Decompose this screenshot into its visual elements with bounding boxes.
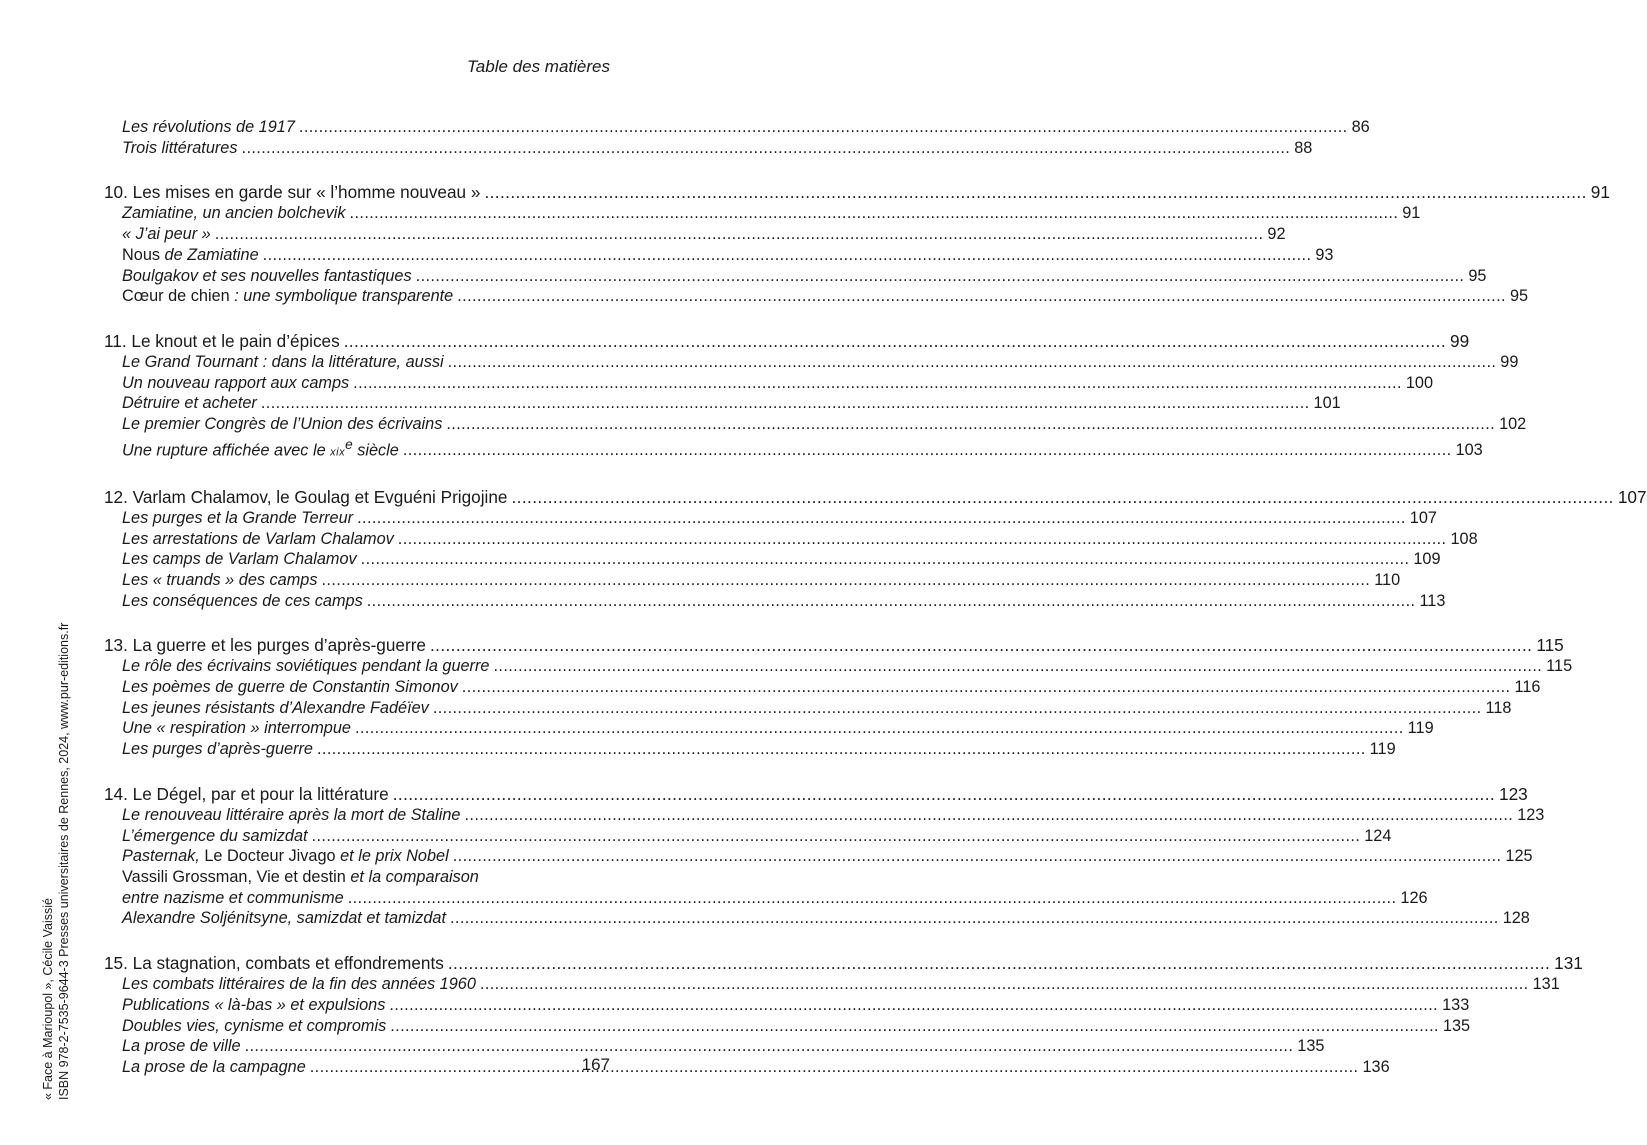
toc-chapter-title: 13. La guerre et les purges d’après-guerre (104, 635, 426, 656)
dot-leader (361, 549, 1410, 570)
toc-entry-title: Les conséquences de ces camps (122, 591, 363, 610)
toc-entry-page: 99 (1500, 352, 1519, 371)
toc-section-ch10 (104, 181, 1610, 307)
toc-chapter-page: 91 (1590, 182, 1610, 203)
toc-entry[interactable] (104, 1016, 1471, 1037)
toc-section-ch12 (104, 486, 1647, 612)
toc-section-ch15 (104, 952, 1583, 1078)
dot-leader (403, 440, 1452, 461)
toc-entry-title (122, 286, 453, 307)
toc-entry-title-part: Cœur de chien (122, 287, 230, 306)
toc-entry-title (122, 435, 399, 463)
dot-leader (493, 656, 1542, 677)
toc-section-ch14 (104, 783, 1545, 929)
toc-entry-title-part: et la comparaison (345, 868, 479, 886)
toc-entry-title: Le Grand Tournant : dans la littérature, aussi (122, 352, 444, 371)
toc-entry-page: 109 (1413, 550, 1441, 569)
dot-leader (389, 995, 1438, 1016)
toc-chapter[interactable] (104, 181, 1610, 203)
toc-entry-page: 102 (1499, 415, 1527, 434)
toc-entry-title: La prose de ville (122, 1037, 241, 1056)
toc-entry[interactable] (104, 266, 1487, 287)
toc-entry-page: 92 (1267, 225, 1286, 244)
toc-entry[interactable] (104, 508, 1437, 529)
toc-entry-title: Les révolutions de 1917 (122, 118, 295, 136)
toc-chapter-page: 123 (1499, 783, 1528, 804)
toc-chapter-title: 10. Les mises en garde sur « l’homme nouveau » (104, 182, 481, 203)
toc-entry-page: 135 (1442, 1016, 1471, 1035)
toc-entry[interactable] (104, 138, 1313, 159)
toc-chapter[interactable] (104, 634, 1564, 656)
toc-entry-page: 125 (1505, 847, 1533, 866)
toc-entry-page: 103 (1455, 441, 1483, 460)
toc-entry-page: 108 (1450, 529, 1478, 548)
dot-leader (433, 698, 1482, 719)
toc-entry-page: 126 (1400, 888, 1428, 907)
toc-entry-page: 113 (1419, 591, 1446, 610)
dot-leader (317, 739, 1366, 760)
toc-entry-title: Les combats littéraires de la fin des années 1960 (122, 975, 476, 994)
toc-entry-page: 116 (1514, 678, 1541, 697)
toc-entry[interactable] (104, 656, 1573, 677)
toc-entry-multiline-head[interactable] (104, 867, 610, 888)
dot-leader (310, 1057, 1359, 1078)
toc-entry-title: Publications « là-bas » et expulsions (122, 995, 386, 1014)
toc-entry-title: Les jeunes résistants d’Alexandre Fadéïev (122, 698, 429, 717)
toc-entry[interactable] (104, 739, 1396, 760)
toc-entry[interactable] (104, 995, 1470, 1016)
toc-chapter[interactable] (104, 952, 1583, 974)
toc-entry[interactable] (104, 974, 1560, 995)
toc-entry[interactable] (104, 393, 1341, 414)
toc-entry-page: 95 (1509, 287, 1529, 306)
toc-entry-page: 133 (1442, 995, 1470, 1014)
toc-chapter-title: 15. La stagnation, combats et effondrements (104, 953, 444, 974)
toc-entry-title: Les « truands » des camps (122, 570, 318, 589)
toc-entry-title (122, 846, 449, 867)
toc-entry[interactable] (104, 1057, 1390, 1078)
dot-leader (242, 138, 1291, 159)
toc-entry-title: Zamiatine, un ancien bolchevik (122, 204, 346, 223)
toc-entry[interactable] (104, 677, 1541, 698)
toc-entry[interactable] (104, 352, 1519, 373)
toc-entry-title-part: : une symbolique transparente (229, 287, 454, 306)
toc-entry[interactable] (104, 908, 1530, 929)
toc-entry[interactable] (104, 805, 1545, 826)
toc-entry-title: Les purges et la Grande Terreur (122, 508, 354, 527)
dot-leader (480, 974, 1529, 995)
toc-entry[interactable] (104, 888, 1428, 909)
toc-entry[interactable] (104, 286, 1529, 307)
credit-line: ISBN 978-2-7535-9644-3 Presses universitaires de Rennes, 2024, www.pur-editions.fr (57, 622, 71, 1100)
toc-entry-title-part: Le Docteur Jivago (204, 847, 336, 866)
dot-leader (357, 508, 1406, 529)
toc-entry[interactable] (104, 1036, 1325, 1057)
toc-entry-title-part: Vassili Grossman, (122, 868, 257, 886)
dot-leader (355, 718, 1404, 739)
toc-entry-title: Une « respiration » interrompue (122, 719, 351, 738)
toc-entry[interactable] (104, 698, 1512, 719)
running-title: Table des matières (466, 57, 610, 76)
toc-entry-title: entre nazisme et communisme (122, 888, 344, 907)
dot-leader (350, 203, 1399, 224)
toc-entry[interactable] (104, 435, 1483, 463)
toc-entry-page: 123 (1517, 805, 1545, 824)
dot-leader (453, 846, 1502, 867)
toc-entry-page: 128 (1502, 909, 1530, 928)
dot-leader (344, 330, 1446, 352)
toc-chapter-page: 107 (1617, 486, 1647, 507)
toc-entry-title: Les poèmes de guerre de Constantin Simonov (122, 678, 458, 697)
toc-chapter-page: 115 (1536, 635, 1564, 656)
dot-leader (312, 826, 1361, 847)
toc-chapter-page: 99 (1450, 330, 1470, 351)
toc-entry[interactable] (104, 203, 1421, 224)
toc-entry-title-part: xix (330, 446, 346, 459)
toc-entry-page: 118 (1485, 698, 1512, 717)
toc-entry-page: 131 (1532, 975, 1560, 994)
toc-entry-title: Détruire et acheter (122, 394, 257, 413)
side-credit (40, 500, 72, 1100)
toc-chapter[interactable] (104, 330, 1470, 352)
dot-leader (446, 414, 1495, 435)
dot-leader (457, 286, 1506, 307)
dot-leader (464, 805, 1513, 826)
page-number: 167 (581, 1055, 610, 1074)
dot-leader (245, 1036, 1294, 1057)
dot-leader (448, 352, 1497, 373)
dot-leader (390, 1016, 1439, 1037)
dot-leader (367, 591, 1416, 612)
dot-leader (353, 373, 1402, 394)
toc-entry-title: Le rôle des écrivains soviétiques pendant la guerre (122, 657, 490, 676)
toc-chapter-title: 11. Le knout et le pain d’épices (104, 330, 340, 351)
dot-leader (261, 393, 1310, 414)
toc-entry[interactable] (104, 224, 1286, 245)
dot-leader (263, 245, 1312, 266)
toc-entry-title: « J’ai peur » (122, 225, 211, 244)
toc-chapter[interactable] (104, 783, 1528, 805)
toc-entry-title: La prose de la campagne (122, 1057, 306, 1076)
toc-entry-title: L’émergence du samizdat (122, 826, 308, 845)
dot-leader (398, 529, 1447, 550)
toc-entry[interactable] (104, 245, 1334, 266)
toc-entry-page: 135 (1297, 1037, 1325, 1056)
dot-leader (215, 224, 1264, 245)
dot-leader (348, 888, 1397, 909)
toc-entry-page: 119 (1369, 740, 1396, 759)
toc-entry-page: 119 (1407, 719, 1434, 738)
toc-entry-title-part: Nous (122, 245, 161, 264)
toc-entry-title: Le renouveau littéraire après la mort de Staline (122, 805, 461, 824)
toc-entry-title: Les camps de Varlam Chalamov (122, 550, 357, 569)
toc-entry-page: 124 (1364, 826, 1392, 845)
toc-entry[interactable] (104, 591, 1446, 612)
toc-entry-page: 86 (1351, 118, 1370, 136)
toc-entry[interactable] (104, 529, 1478, 550)
toc-entry-title-part: Pasternak, (122, 847, 205, 866)
toc-chapter[interactable] (104, 486, 1647, 508)
dot-leader (484, 181, 1586, 203)
toc-entry-title: Le premier Congrès de l’Union des écrivains (122, 415, 443, 434)
toc-entry-title-part: et le prix Nobel (335, 847, 449, 866)
toc-entry-title-part: Une rupture affichée avec le (122, 441, 331, 460)
toc-entry-title-part: de Zamiatine (160, 245, 259, 264)
dot-leader (416, 266, 1465, 287)
toc-entry-title (122, 245, 259, 266)
toc-entry-page: 107 (1409, 508, 1437, 527)
toc-chapter-title: 12. Varlam Chalamov, le Goulag et Evguéni Prigojine (104, 486, 508, 507)
toc-entry-page: 115 (1546, 657, 1573, 676)
toc-entry-page: 136 (1362, 1057, 1390, 1076)
toc-entry-title (122, 867, 479, 888)
toc-entry-page: 88 (1294, 138, 1313, 157)
dot-leader (430, 634, 1532, 656)
toc-entry-title: Les purges d’après-guerre (122, 740, 313, 759)
dot-leader (512, 486, 1614, 508)
table-of-contents (104, 117, 1647, 1101)
toc-section-ch9-end (104, 117, 1370, 158)
dot-leader (393, 783, 1495, 805)
toc-entry[interactable] (104, 549, 1441, 570)
toc-entry-page: 93 (1315, 245, 1334, 264)
toc-entry-title: Trois littératures (122, 138, 238, 157)
toc-entry[interactable] (104, 373, 1434, 394)
toc-entry-title: Alexandre Soljénitsyne, samizdat et tamizdat (122, 909, 446, 928)
toc-entry[interactable] (104, 826, 1392, 847)
toc-entry-title-part: siècle (352, 441, 399, 460)
toc-entry[interactable] (104, 117, 1370, 138)
toc-entry-title-part: Vie et destin (256, 868, 346, 886)
toc-entry[interactable] (104, 718, 1434, 739)
toc-chapter-title: 14. Le Dégel, par et pour la littérature (104, 783, 389, 804)
toc-entry[interactable] (104, 846, 1533, 867)
dot-leader (462, 677, 1511, 698)
toc-entry[interactable] (104, 414, 1527, 435)
dot-leader (448, 952, 1550, 974)
toc-entry-page: 95 (1468, 266, 1487, 285)
toc-entry-page: 101 (1313, 394, 1341, 413)
toc-entry-page: 110 (1374, 570, 1401, 589)
toc-entry-page: 100 (1405, 373, 1434, 392)
toc-entry[interactable] (104, 570, 1401, 591)
toc-entry-title-part: e (345, 436, 353, 452)
toc-entry-title: Les arrestations de Varlam Chalamov (122, 529, 394, 548)
credit-line: « Face à Marioupol », Cécile Vaissié (41, 898, 55, 1100)
toc-entry-title: Boulgakov et ses nouvelles fantastiques (122, 266, 412, 285)
dot-leader (450, 908, 1499, 929)
dot-leader (322, 570, 1371, 591)
toc-section-ch11 (104, 330, 1527, 463)
toc-entry-title: Un nouveau rapport aux camps (122, 373, 350, 392)
toc-entry-title: Doubles vies, cynisme et compromis (122, 1016, 387, 1035)
toc-entry-page: 91 (1402, 204, 1421, 223)
toc-section-ch13 (104, 634, 1573, 760)
toc-chapter-page: 131 (1554, 953, 1583, 974)
dot-leader (299, 117, 1348, 138)
